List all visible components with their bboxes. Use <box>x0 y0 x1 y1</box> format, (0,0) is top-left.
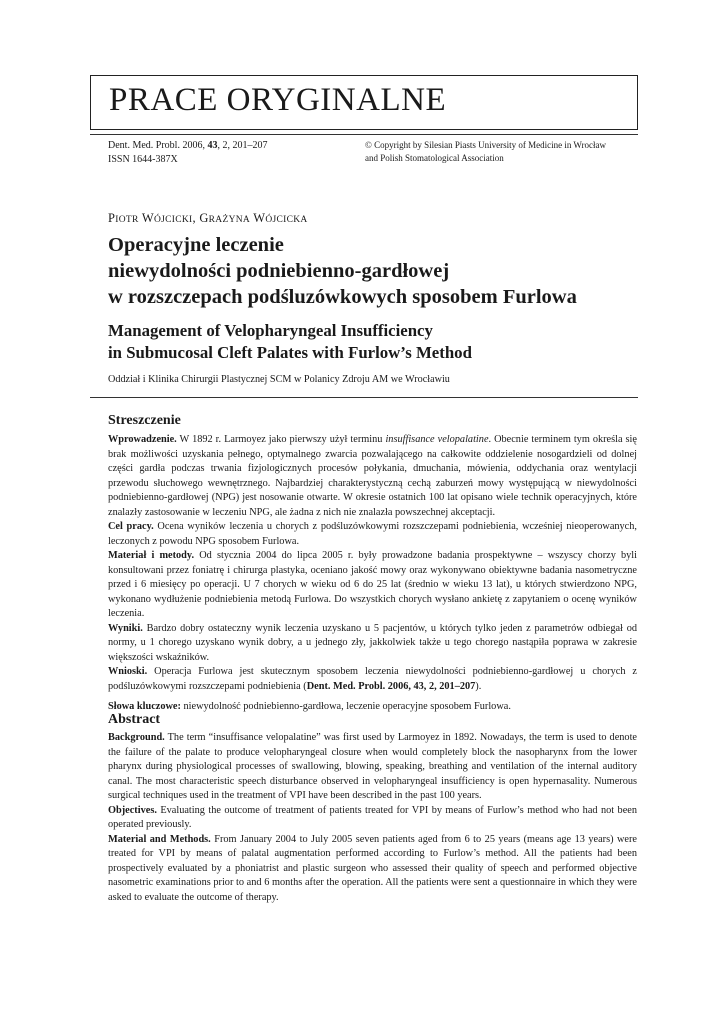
conclusions-citation: Dent. Med. Probl. 2006, 43, 2, 201–207 <box>306 680 476 692</box>
conclusions-label: Wnioski. <box>108 666 148 677</box>
copyright-notice <box>365 139 635 165</box>
conclusions-end: ). <box>475 680 482 692</box>
title-pl-line-1: Operacyjne leczenie <box>108 234 284 256</box>
abstract-methods-text: From January 2004 to July 2005 seven patients aged from 6 to 25 years (means age 13 years) were treated for VPI by means of palatal augmentation performed according to Furlow’s method. All the patients had been prospectively evaluated by a phoniatrist and plastic surgeon who assessed their quality of speech and performed objective nasometric examinations prior to and 6 months after the operation. All the patients were sent a questionnaire in which they were asked to evaluate the outcome of therapy. <box>108 833 637 903</box>
article-title-polish <box>108 232 577 310</box>
background-label: Background. <box>108 732 165 743</box>
keywords-label: Słowa kluczowe: <box>108 701 181 712</box>
author2-first-rest: RAŻYNA <box>208 215 251 225</box>
title-en-line-1: Management of Velopharyngeal Insufficiency <box>108 321 433 340</box>
abstract-body <box>108 731 637 905</box>
aim-label: Cel pracy. <box>108 521 154 532</box>
citation-suffix: , 2, 201–207 <box>217 140 268 151</box>
header-divider <box>90 134 638 135</box>
abstract-methods-paragraph <box>108 833 637 906</box>
title-en-line-2: in Submucosal Cleft Palates with Furlow’s Method <box>108 343 472 362</box>
objectives-label: Objectives. <box>108 804 157 816</box>
conclusions-paragraph <box>108 665 637 694</box>
methods-text: Od stycznia 2004 do lipca 2005 r. były prowadzone badania prospektywne – wszyscy chorzy byli konsultowani przez foniatrę i chirurga plastyka, oceniano jakość mowy oraz wykonywano obiektywne badania nasometryczne przed i 6 miesięcy po operacji. U 7 chorych w wieku od 6 do 25 lat (średnio w wieku 13 lat), u których stwierdzono NPG, wykonano wydłużenie podniebienia metodą Furlowa. Do wszystkich chorych wysłano ankietę z zapytaniem o ocenę wyników leczenia. <box>108 550 638 619</box>
citation-volume: 43 <box>207 140 218 151</box>
aim-paragraph <box>108 520 637 549</box>
keywords-text: niewydolność podniebienno-gardłowa, leczenie operacyjne sposobem Furlowa. <box>180 701 511 712</box>
title-pl-line-3: w rozszczepach podśluzówkowych sposobem Furlowa <box>108 286 577 308</box>
intro-paragraph <box>108 433 637 520</box>
results-paragraph <box>108 622 637 666</box>
author1-first-initial: P <box>108 211 116 225</box>
results-text: Bardzo dobry ostateczny wynik leczenia uzyskano u 5 pacjentów, u których tylko jeden z parametrów odbiegał od normy, u 1 chorego uzyskano wynik dobry, a u jednego zły, jakkolwiek także u tego chorego nastąpiła poprawa w zakresie większości wskaźników. <box>108 622 637 663</box>
background-paragraph <box>108 731 637 804</box>
background-text: The term “insuffisance velopalatine” was first used by Larmoyez in 1892. Nowadays, the term is used to denote the failure of the palate to produce velopharyngeal closure when would completely block the nasopharynx from the lower pharynx during physiological processes of swallowing, blowing, speaking, breathing and ventilation of the internal auditory canal. The most characteristic speech disturbance observed in velopharyngeal insufficiency is open hypernasality. Numerous surgical techniques used in the treatment of VPI have been described in the past 100 years. <box>108 732 637 801</box>
section-title: PRACE ORYGINALNE <box>109 82 447 118</box>
authors <box>108 211 308 226</box>
abstract-heading: Abstract <box>108 712 161 727</box>
keywords-paragraph <box>108 700 637 715</box>
article-title-english <box>108 320 472 364</box>
journal-citation <box>108 139 267 167</box>
objectives-paragraph <box>108 804 637 833</box>
methods-label: Materiał i metody. <box>108 550 195 561</box>
objectives-text: Evaluating the outcome of treatment of patients treated for VPI by means of Furlow’s method who had not been operated previously. <box>108 804 637 830</box>
methods-paragraph <box>108 549 637 622</box>
aim-text: Ocena wyników leczenia u chorych z podśluzówkowymi rozszczepami podniebienia, wcześniej nieoperowanych, leczonych z powodu NPG sposobem Furlowa. <box>108 521 637 547</box>
intro-italic: insuffisance velopalatine <box>385 434 489 445</box>
issn: ISSN 1644-387X <box>108 154 178 165</box>
author2-last-initial: W <box>253 211 266 225</box>
intro-text-a: W 1892 r. Larmoyez jako pierwszy użył terminu <box>176 434 386 445</box>
intro-label: Wprowadzenie. <box>108 434 177 445</box>
streszczenie-heading: Streszczenie <box>108 413 181 428</box>
results-label: Wyniki. <box>108 622 143 634</box>
author1-last-initial: W <box>141 211 154 225</box>
title-pl-line-2: niewydolności podniebienno-gardłowej <box>108 260 450 282</box>
author1-last-rest: ÓJCICKI <box>153 215 193 225</box>
author-separator: , <box>192 211 200 225</box>
copyright-line-1: © Copyright by Silesian Piasts University of Medicine in Wrocław <box>365 140 607 150</box>
citation-line <box>108 139 267 153</box>
citation-prefix: Dent. Med. Probl. 2006, <box>108 140 208 151</box>
streszczenie-body <box>108 433 637 715</box>
intro-text-b: . Obecnie terminem tym określa się brak możliwości uzyskania pełnego, optymalnego zwarcia pozwalającego na całkowite oddzielenie nosogardzieli od dolnej części gardła podczas trwania fizjologicznych procesów połykania, dmuchania, mówienia, oddychania oraz wentylacji przewodu słuchowego wewnętrznego. Najbardziej charakterystyczną cechą zaburzeń mowy występującą w niewydolności podniebienno-gardłowej (NPG) jest nosowanie otwarte. W okresie ostatnich 100 lat opisano wiele technik operacyjnych, które znalazły zastosowanie w leczeniu NPG, ale żadna z nich nie znalazła powszechnej akceptacji. <box>108 434 637 518</box>
affiliation: Oddział i Klinika Chirurgii Plastycznej SCM w Polanicy Zdroju AM we Wrocławiu <box>108 374 450 385</box>
abstract-methods-label: Material and Methods. <box>108 833 211 845</box>
author1-first-rest: IOTR <box>115 215 139 225</box>
author2-first-initial: G <box>199 211 209 225</box>
author2-last-rest: ÓJCICKA <box>265 215 308 225</box>
section-header-box <box>90 75 638 130</box>
conclusions-text: Operacja Furlowa jest skutecznym sposobem leczenia niewydolności podniebienno-gardłowej u chorych z podśluzówkowymi rozszczepami podniebienia ( <box>108 666 637 692</box>
copyright-line-2: and Polish Stomatological Association <box>365 153 504 163</box>
affiliation-divider <box>90 397 638 398</box>
